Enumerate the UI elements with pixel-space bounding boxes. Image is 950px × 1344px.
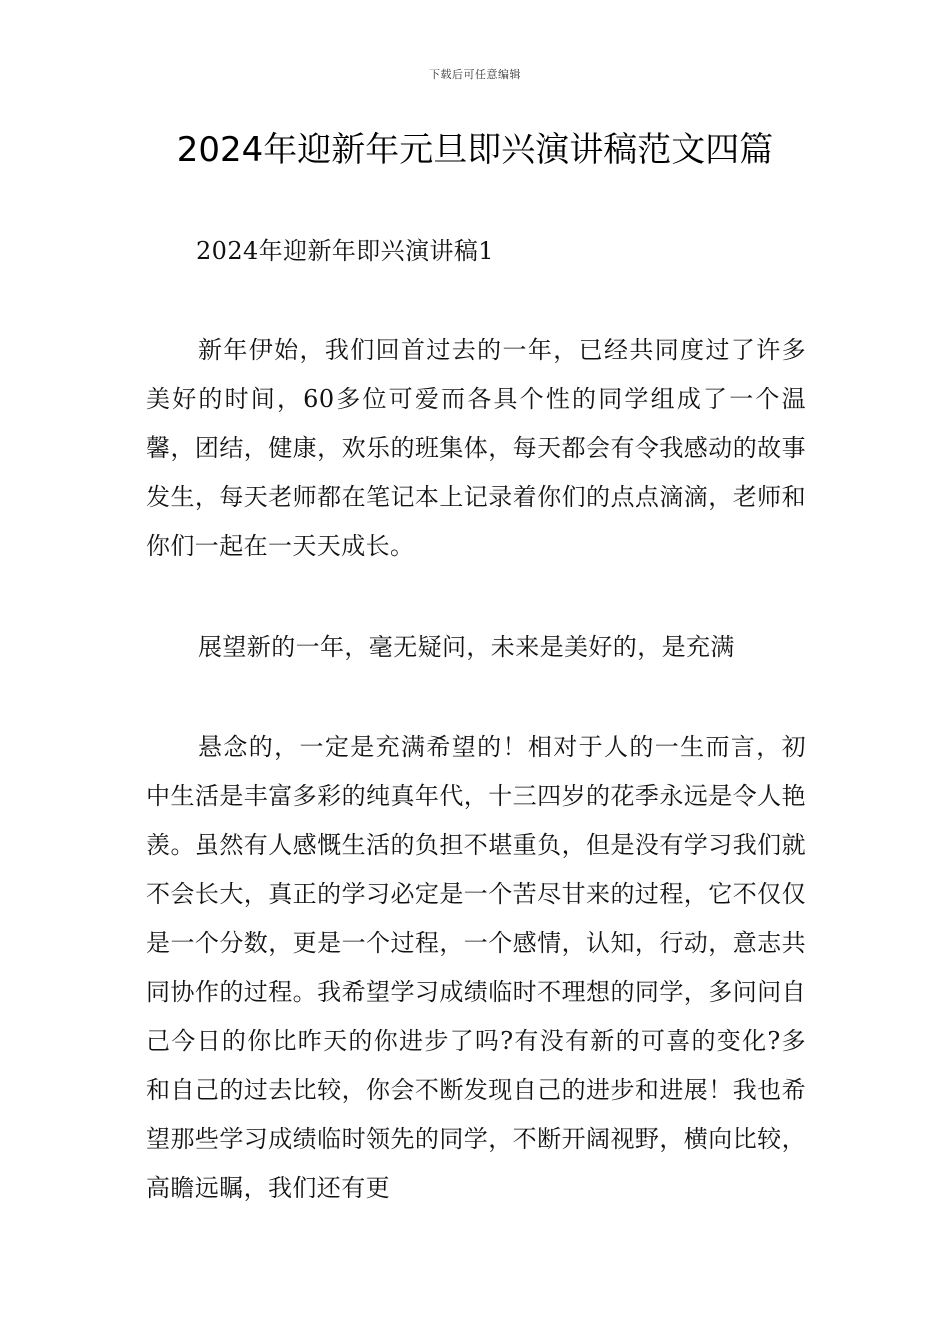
paragraph-2: 展望新的一年，毫无疑问，未来是美好的，是充满 [198, 633, 735, 661]
section-subtitle: 2024年迎新年即兴演讲稿1 [196, 237, 494, 265]
paragraph-3: 悬念的，一定是充满希望的！相对于人的一生而言，初中生活是丰富多彩的纯真年代，十三四岁的花季永远是令人艳羡。虽然有人感慨生活的负担不堪重负，但是没有学习我们就不会长大，真正的学习必定是一个苦尽甘来的过程，它不仅仅是一个分数，更是一个过程，一个感情，认知，行动，意志共同协作的过程。我希望学习成绩临时不理想的同学，多问问自己今日的你比昨天的你进步了吗?有没有新的可喜的变化?多和自己的过去比较，你会不断发现自己的进步和进展！我也希望那些学习成绩临时领先的同学，不断开阔视野，横向比较，高瞻远瞩，我们还有更 [146, 733, 806, 1202]
document-title: 2024年迎新年元旦即兴演讲稿范文四篇 [176, 130, 774, 170]
page-header-note: 下载后可任意编辑 [429, 68, 521, 81]
paragraph-1: 新年伊始，我们回首过去的一年，已经共同度过了许多美好的时间，60多位可爱而各具个性的同学组成了一个温馨，团结，健康，欢乐的班集体，每天都会有令我感动的故事发生，每天老师都在笔记本上记录着你们的点点滴滴，老师和你们一起在一天天成长。 [146, 336, 806, 560]
